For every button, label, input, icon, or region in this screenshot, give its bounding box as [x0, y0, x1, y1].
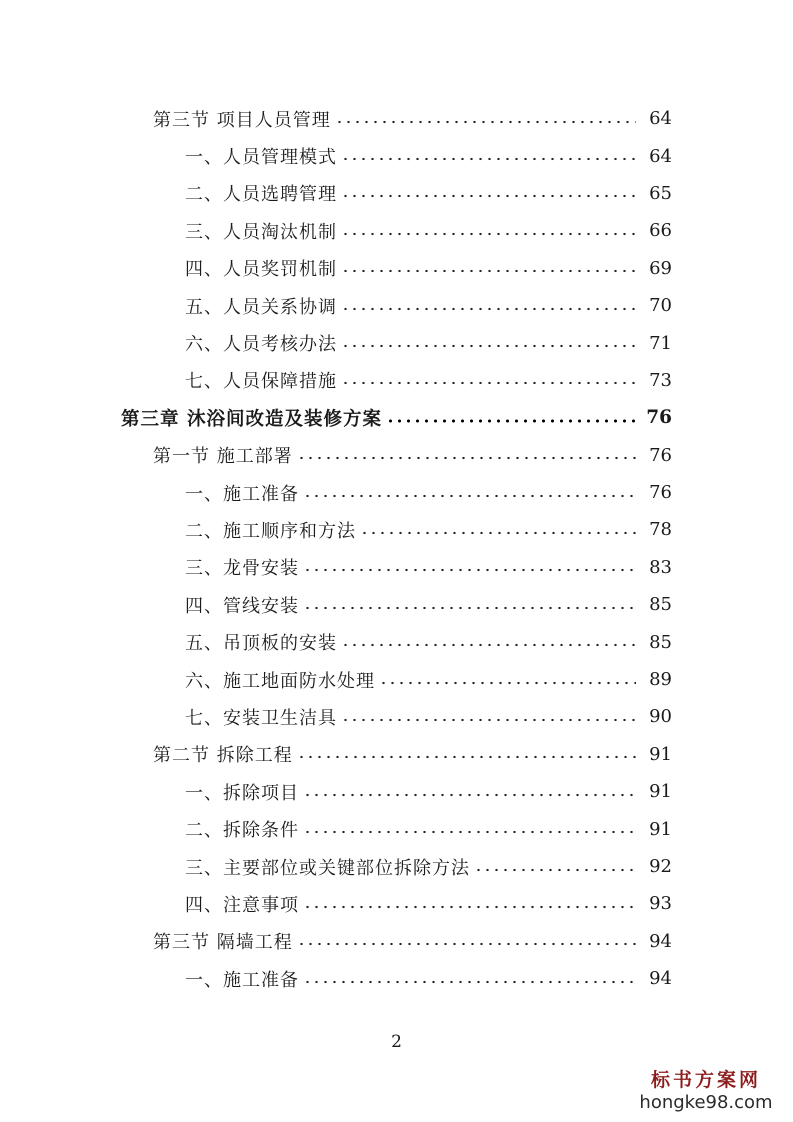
toc-entry-item	[0, 250, 793, 287]
toc-entry-item	[0, 549, 793, 586]
dot-leader	[474, 860, 636, 880]
toc-entry-label: 二、施工顺序和方法	[185, 520, 356, 542]
toc-entry-page: 76	[646, 407, 672, 429]
toc-entry-label: 第三节 隔墙工程	[153, 932, 293, 954]
toc-entry-label: 三、人员淘汰机制	[185, 221, 337, 243]
toc-entry-label: 七、人员保障措施	[185, 371, 337, 393]
toc-entry-label: 四、注意事项	[185, 894, 299, 916]
toc-entry-label: 六、人员考核办法	[185, 334, 337, 356]
dot-leader	[341, 336, 636, 356]
toc-entry-item	[0, 960, 793, 997]
toc-entry-label: 第一节 施工部署	[153, 446, 293, 468]
dot-leader	[297, 934, 636, 954]
watermark-title: 标书方案网	[650, 1069, 761, 1091]
dot-leader	[297, 448, 636, 468]
toc-entry-item	[0, 474, 793, 511]
dot-leader	[341, 149, 636, 169]
dot-leader	[341, 299, 636, 319]
toc-entry-item	[0, 362, 793, 399]
toc-entry-label: 二、拆除条件	[185, 820, 299, 842]
toc-entry-label: 三、龙骨安装	[185, 558, 299, 580]
toc-entry-label: 第三节 项目人员管理	[153, 109, 331, 131]
toc-entry-item	[0, 324, 793, 361]
toc-entry-item	[0, 623, 793, 660]
toc-entry-item	[0, 810, 793, 847]
dot-leader	[386, 411, 636, 431]
watermark-url: hongke98.com	[639, 1092, 773, 1113]
toc-entry-item	[0, 511, 793, 548]
dot-leader	[341, 710, 636, 730]
toc-entry-label: 一、拆除项目	[185, 782, 299, 804]
toc-entry-label: 七、安装卫生洁具	[185, 707, 337, 729]
dot-leader	[341, 224, 636, 244]
toc-entry-label: 三、主要部位或关键部位拆除方法	[185, 857, 470, 879]
toc-entry-item	[0, 773, 793, 810]
toc-entry-section	[0, 437, 793, 474]
dot-leader	[335, 112, 636, 132]
toc-entry-label: 第三章 沐浴间改造及装修方案	[121, 408, 382, 430]
toc-entry-label: 五、人员关系协调	[185, 296, 337, 318]
toc-entry-item	[0, 212, 793, 249]
toc-entry-page: 70	[649, 295, 672, 317]
toc-entry-page: 76	[649, 444, 672, 466]
toc-entry-section	[0, 100, 793, 137]
page-number: 2	[391, 1032, 402, 1052]
toc-entry-item	[0, 287, 793, 324]
toc-entry-page: 85	[649, 631, 672, 653]
toc-entry-page: 90	[649, 706, 672, 728]
toc-entry-item	[0, 586, 793, 623]
toc-entry-label: 四、人员奖罚机制	[185, 259, 337, 281]
toc-entry-label: 一、施工准备	[185, 969, 299, 991]
dot-leader	[303, 486, 636, 506]
toc-entry-item	[0, 137, 793, 174]
dot-leader	[303, 897, 636, 917]
toc-entry-chapter	[0, 399, 793, 436]
dot-leader	[341, 373, 636, 393]
toc-entry-page: 94	[649, 930, 672, 952]
toc-entry-section	[0, 736, 793, 773]
toc-entry-page: 94	[649, 968, 672, 990]
toc-entry-label: 六、施工地面防水处理	[185, 670, 375, 692]
toc-entry-page: 85	[649, 594, 672, 616]
toc-entry-page: 78	[649, 519, 672, 541]
toc-entry-item	[0, 661, 793, 698]
dot-leader	[341, 261, 636, 281]
dot-leader	[297, 747, 636, 767]
dot-leader	[303, 785, 636, 805]
dot-leader	[303, 822, 636, 842]
toc-entry-label: 一、施工准备	[185, 483, 299, 505]
toc-entry-page: 76	[649, 482, 672, 504]
toc-entry-label: 五、吊顶板的安装	[185, 633, 337, 655]
toc-entry-item	[0, 175, 793, 212]
toc-entry-label: 一、人员管理模式	[185, 147, 337, 169]
dot-leader	[303, 972, 636, 992]
toc-entry-item	[0, 885, 793, 922]
toc-entry-page: 91	[649, 818, 672, 840]
toc-entry-page: 65	[649, 182, 672, 204]
toc-entry-page: 92	[649, 856, 672, 877]
dot-leader	[360, 523, 636, 543]
toc-entry-page: 73	[649, 369, 672, 391]
toc-entry-page: 64	[649, 108, 672, 130]
dot-leader	[379, 673, 636, 693]
toc-entry-page: 89	[649, 669, 672, 691]
site-watermark	[631, 1068, 781, 1114]
toc-entry-page: 66	[649, 220, 672, 242]
toc-entry-page: 83	[649, 556, 672, 578]
toc-entry-page: 91	[649, 781, 672, 803]
toc-entry-page: 69	[649, 257, 672, 279]
toc-entry-section	[0, 923, 793, 960]
toc-entry-item	[0, 848, 793, 885]
toc-entry-page: 71	[649, 332, 672, 354]
dot-leader	[341, 635, 636, 655]
toc-entry-label: 第二节 拆除工程	[153, 745, 293, 767]
table-of-contents	[0, 100, 793, 997]
toc-entry-label: 四、管线安装	[185, 595, 299, 617]
dot-leader	[303, 560, 636, 580]
toc-entry-page: 91	[649, 743, 672, 765]
toc-entry-page: 64	[649, 145, 672, 167]
toc-entry-item	[0, 698, 793, 735]
toc-entry-page: 93	[649, 893, 672, 915]
toc-entry-label: 二、人员选聘管理	[185, 184, 337, 206]
dot-leader	[341, 186, 636, 206]
dot-leader	[303, 598, 636, 618]
